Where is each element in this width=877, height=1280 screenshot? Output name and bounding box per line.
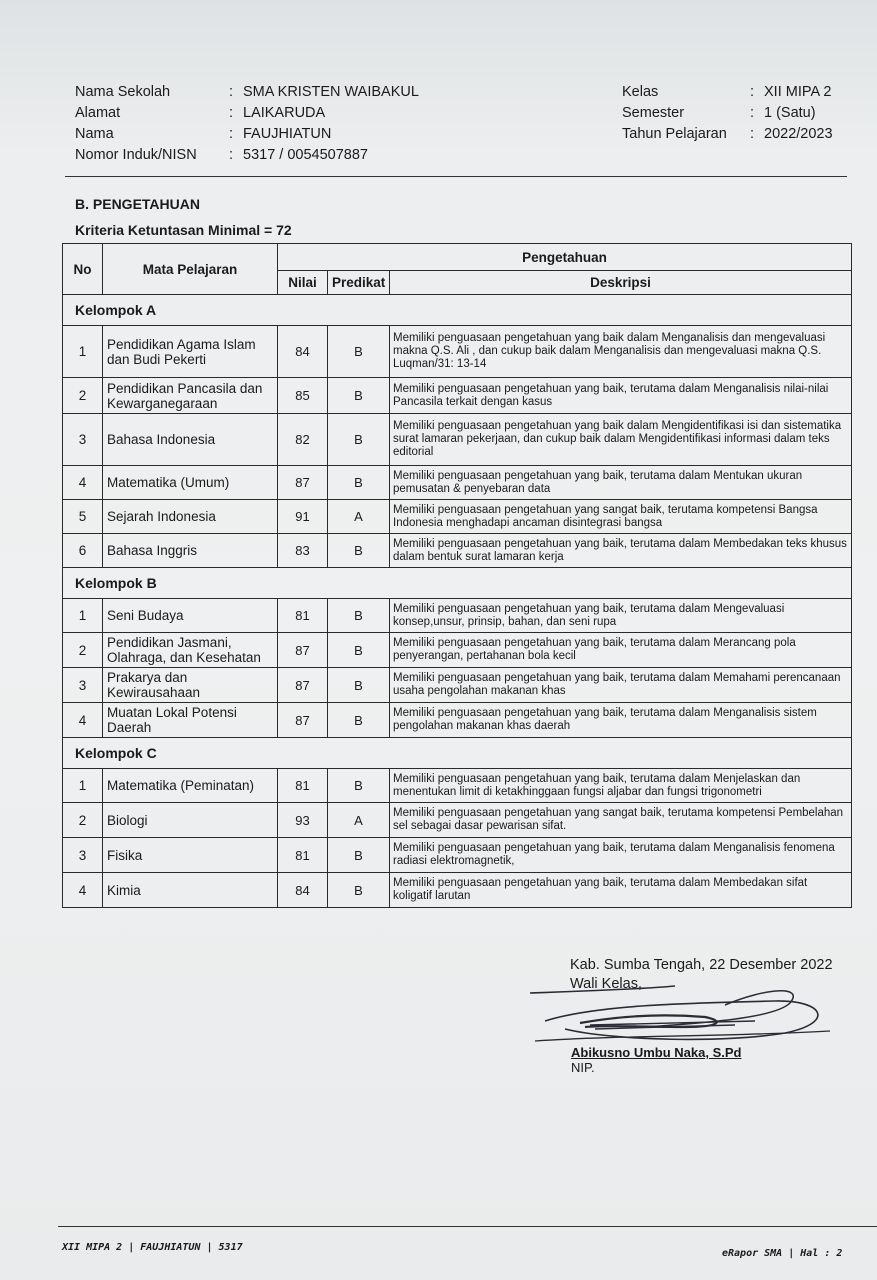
subject-row	[63, 599, 852, 633]
subject-no: 4	[63, 873, 103, 908]
subject-row	[63, 326, 852, 378]
subject-description: Memiliki penguasaan pengetahuan yang sangat baik, terutama kompetensi Pembelahan sel sebagai dasar pewarisan sifat.	[390, 803, 852, 838]
signature-nip: NIP.	[571, 1060, 595, 1075]
subject-row	[63, 633, 852, 668]
subject-score: 81	[278, 838, 328, 873]
group-row	[63, 568, 852, 599]
info-value: XII MIPA 2	[764, 84, 832, 100]
subject-grade: B	[328, 378, 390, 414]
subject-name: Matematika (Umum)	[103, 466, 278, 500]
section-title: B. PENGETAHUAN	[75, 196, 200, 212]
subject-description: Memiliki penguasaan pengetahuan yang baik, terutama dalam Menganalisis sistem pengolahan makanan khas daerah	[390, 703, 852, 738]
subject-name: Seni Budaya	[103, 599, 278, 633]
subject-grade: B	[328, 599, 390, 633]
signature-place-date: Kab. Sumba Tengah, 22 Desember 2022	[570, 957, 833, 973]
footer-left: XII MIPA 2 | FAUJHIATUN | 5317	[62, 1242, 243, 1253]
subject-score: 81	[278, 769, 328, 803]
subject-score: 91	[278, 500, 328, 534]
info-label: Kelas	[622, 84, 659, 100]
subject-description: Memiliki penguasaan pengetahuan yang baik, terutama dalam Menganalisis nilai-nilai Pancasila terkait dengan kasus	[390, 378, 852, 414]
info-label: Nama	[75, 126, 114, 142]
subject-grade: A	[328, 500, 390, 534]
subject-description: Memiliki penguasaan pengetahuan yang baik dalam Mengidentifikasi isi dan sistematika surat lamaran pekerjaan, dan cukup baik dalam Mengidentifikasi informasi dalam teks editorial	[390, 414, 852, 466]
col-deskripsi: Deskripsi	[390, 271, 852, 295]
subject-description: Memiliki penguasaan pengetahuan yang baik, terutama dalam Memahami perencanaan usaha pengolahan makanan khas	[390, 668, 852, 703]
subject-no: 4	[63, 466, 103, 500]
group-row	[63, 738, 852, 769]
subject-description: Memiliki penguasaan pengetahuan yang sangat baik, terutama kompetensi Bangsa Indonesia menghadapi ancaman disintegrasi bangsa	[390, 500, 852, 534]
subject-description: Memiliki penguasaan pengetahuan yang baik dalam Menganalisis dan mengevaluasi makna Q.S. Ali , dan cukup baik dalam Menganalisis dan mengevaluasi makna Q.S. Luqman/31: 13-14	[390, 326, 852, 378]
subject-grade: B	[328, 633, 390, 668]
subject-name: Prakarya dan Kewirausahaan	[103, 668, 278, 703]
subject-row	[63, 500, 852, 534]
col-nilai: Nilai	[278, 271, 328, 295]
subject-grade: B	[328, 873, 390, 908]
info-row	[622, 103, 833, 124]
subject-no: 6	[63, 534, 103, 568]
group-row	[63, 295, 852, 326]
col-predikat: Predikat	[328, 271, 390, 295]
subject-score: 81	[278, 599, 328, 633]
subject-name: Pendidikan Pancasila dan Kewarganegaraan	[103, 378, 278, 414]
info-row	[75, 103, 419, 124]
subject-score: 84	[278, 326, 328, 378]
subject-name: Kimia	[103, 873, 278, 908]
subject-score: 83	[278, 534, 328, 568]
subject-no: 1	[63, 769, 103, 803]
subject-no: 1	[63, 326, 103, 378]
info-row	[622, 124, 833, 145]
class-info	[622, 82, 833, 145]
subject-grade: A	[328, 803, 390, 838]
subject-score: 82	[278, 414, 328, 466]
info-row	[75, 82, 419, 103]
subject-no: 5	[63, 500, 103, 534]
subject-row	[63, 873, 852, 908]
subject-grade: B	[328, 703, 390, 738]
subject-name: Sejarah Indonesia	[103, 500, 278, 534]
subject-grade: B	[328, 838, 390, 873]
subject-row	[63, 838, 852, 873]
subject-grade: B	[328, 534, 390, 568]
info-value: 2022/2023	[764, 126, 833, 142]
kkm-label: Kriteria Ketuntasan Minimal =	[75, 222, 277, 238]
subject-no: 1	[63, 599, 103, 633]
subject-no: 3	[63, 838, 103, 873]
subject-description: Memiliki penguasaan pengetahuan yang baik, terutama dalam Membedakan sifat koligatif larutan	[390, 873, 852, 908]
col-no: No	[63, 244, 103, 295]
info-value: LAIKARUDA	[243, 105, 326, 121]
subject-score: 93	[278, 803, 328, 838]
grades-table	[62, 243, 852, 908]
subject-score: 87	[278, 703, 328, 738]
subject-description: Memiliki penguasaan pengetahuan yang baik, terutama dalam Menganalisis fenomena radiasi elektromagnetik,	[390, 838, 852, 873]
info-colon: :	[750, 126, 755, 142]
footer-right: eRapor SMA | Hal : 2	[722, 1248, 843, 1259]
subject-description: Memiliki penguasaan pengetahuan yang baik, terutama dalam Mengevaluasi konsep,unsur, prinsip, bahan, dan seni rupa	[390, 599, 852, 633]
subject-score: 85	[278, 378, 328, 414]
subject-no: 3	[63, 668, 103, 703]
subject-no: 2	[63, 803, 103, 838]
subject-row	[63, 414, 852, 466]
subject-description: Memiliki penguasaan pengetahuan yang baik, terutama dalam Menjelaskan dan menentukan limit di ketakhinggaan fungsi aljabar dan fungsi trigonometri	[390, 769, 852, 803]
subject-score: 87	[278, 466, 328, 500]
subject-description: Memiliki penguasaan pengetahuan yang baik, terutama dalam Merancang pola penyerangan, pertahanan bola kecil	[390, 633, 852, 668]
info-colon: :	[229, 105, 234, 121]
subject-name: Matematika (Peminatan)	[103, 769, 278, 803]
subject-no: 2	[63, 633, 103, 668]
subject-no: 2	[63, 378, 103, 414]
signature-name: Abikusno Umbu Naka, S.Pd	[571, 1045, 742, 1060]
info-row	[622, 82, 833, 103]
subject-grade: B	[328, 414, 390, 466]
subject-row	[63, 803, 852, 838]
subject-grade: B	[328, 326, 390, 378]
subject-score: 84	[278, 873, 328, 908]
info-colon: :	[750, 84, 755, 100]
info-label: Alamat	[75, 105, 121, 121]
subject-name: Bahasa Indonesia	[103, 414, 278, 466]
group-name: Kelompok C	[63, 738, 852, 769]
info-label: Semester	[622, 105, 685, 121]
subject-no: 3	[63, 414, 103, 466]
subject-row	[63, 466, 852, 500]
subject-row	[63, 534, 852, 568]
signature-role: Wali Kelas,	[570, 976, 642, 992]
subject-name: Pendidikan Jasmani, Olahraga, dan Kesehatan	[103, 633, 278, 668]
info-label: Nomor Induk/NISN	[75, 147, 197, 163]
subject-grade: B	[328, 466, 390, 500]
subject-row	[63, 769, 852, 803]
col-pengetahuan: Pengetahuan	[278, 244, 852, 271]
subject-row	[63, 668, 852, 703]
header-divider	[65, 176, 847, 177]
group-name: Kelompok A	[63, 295, 852, 326]
info-label: Tahun Pelajaran	[622, 126, 727, 142]
group-name: Kelompok B	[63, 568, 852, 599]
subject-row	[63, 703, 852, 738]
subject-name: Pendidikan Agama Islam dan Budi Pekerti	[103, 326, 278, 378]
subject-score: 87	[278, 633, 328, 668]
col-mapel: Mata Pelajaran	[103, 244, 278, 295]
info-colon: :	[229, 126, 234, 142]
subject-name: Fisika	[103, 838, 278, 873]
info-colon: :	[750, 105, 755, 121]
subject-no: 4	[63, 703, 103, 738]
info-colon: :	[229, 84, 234, 100]
info-value: 5317 / 0054507887	[243, 147, 368, 163]
info-value: SMA KRISTEN WAIBAKUL	[243, 84, 419, 100]
subject-description: Memiliki penguasaan pengetahuan yang baik, terutama dalam Membedakan teks khusus dalam bentuk surat lamaran kerja	[390, 534, 852, 568]
student-info	[75, 82, 419, 166]
subject-score: 87	[278, 668, 328, 703]
subject-grade: B	[328, 668, 390, 703]
footer-divider	[58, 1226, 877, 1227]
info-value: 1 (Satu)	[764, 105, 816, 121]
info-value: FAUJHIATUN	[243, 126, 332, 142]
subject-name: Bahasa Inggris	[103, 534, 278, 568]
subject-row	[63, 378, 852, 414]
subject-grade: B	[328, 769, 390, 803]
kkm-value: 72	[276, 222, 292, 238]
subject-name: Muatan Lokal Potensi Daerah	[103, 703, 278, 738]
kkm-line	[75, 222, 292, 238]
info-row	[75, 145, 419, 166]
subject-description: Memiliki penguasaan pengetahuan yang baik, terutama dalam Mentukan ukuran pemusatan & penyebaran data	[390, 466, 852, 500]
info-row	[75, 124, 419, 145]
info-colon: :	[229, 147, 234, 163]
subject-name: Biologi	[103, 803, 278, 838]
info-label: Nama Sekolah	[75, 84, 171, 100]
